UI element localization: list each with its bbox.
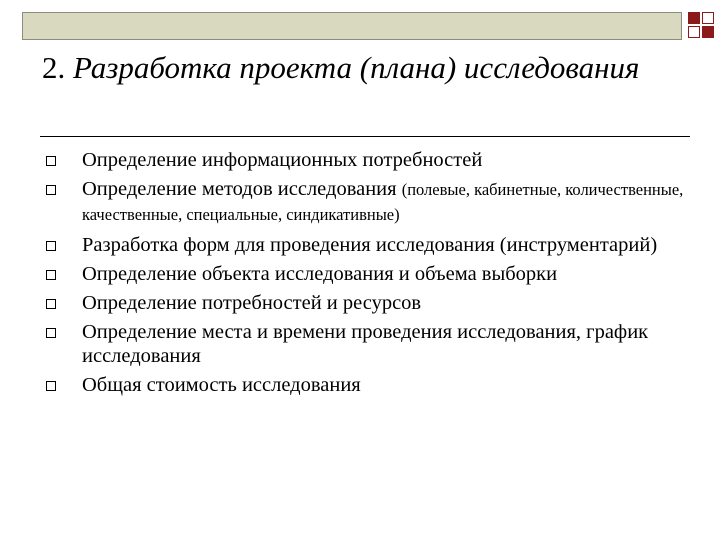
list-item-note: (полевые, кабинетные, количественные, качественные, специальные, синдикативные) <box>82 180 684 224</box>
title-divider <box>40 136 690 137</box>
square-bullet-icon <box>46 381 56 391</box>
square-bullet-icon <box>46 328 56 338</box>
list-item-text: Общая стоимость исследования <box>82 374 361 396</box>
list-item-text: Разработка форм для проведения исследования (инструментарий) <box>82 234 658 256</box>
list-item <box>46 177 686 227</box>
corner-decoration <box>688 12 718 42</box>
square-bullet-icon <box>46 156 56 166</box>
header-bar <box>22 12 682 40</box>
list-item-text: Определение места и времени проведения исследования, график исследования <box>82 321 649 367</box>
list-item-text: Определение объекта исследования и объема выборки <box>82 263 558 285</box>
square-bullet-icon <box>46 270 56 280</box>
corner-square-outline <box>688 26 700 38</box>
list-item-text: Определение информационных потребностей <box>82 149 483 171</box>
list-item-text: Определение методов исследования <box>82 178 402 200</box>
square-bullet-icon <box>46 185 56 195</box>
list-item <box>46 320 686 368</box>
corner-square-outline <box>702 12 714 24</box>
list-item <box>46 262 686 286</box>
corner-square-filled <box>688 12 700 24</box>
title-text: Разработка проекта (плана) исследования <box>73 50 640 85</box>
slide-title <box>42 48 682 88</box>
square-bullet-icon <box>46 299 56 309</box>
list-item <box>46 148 686 172</box>
list-item-text: Определение потребностей и ресурсов <box>82 292 422 314</box>
corner-square-filled <box>702 26 714 38</box>
bullet-list <box>46 148 686 397</box>
list-item <box>46 233 686 257</box>
title-number: 2. <box>42 50 66 85</box>
list-item <box>46 291 686 315</box>
list-item <box>46 373 686 397</box>
square-bullet-icon <box>46 241 56 251</box>
